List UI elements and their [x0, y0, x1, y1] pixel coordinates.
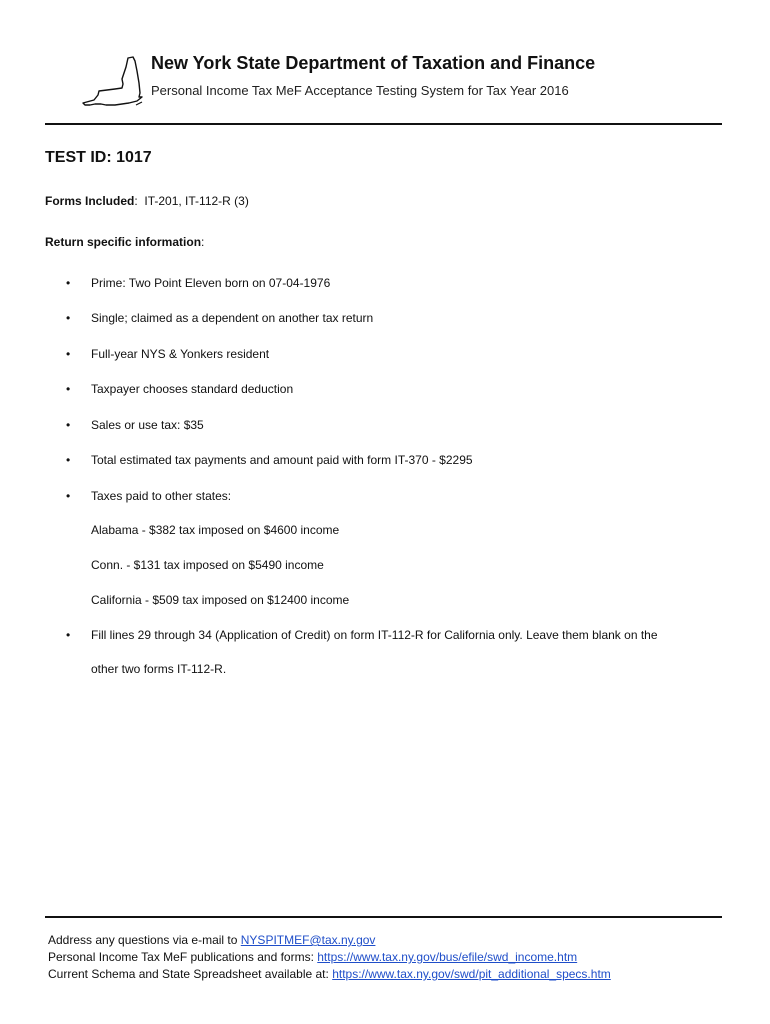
list-item: Prime: Two Point Eleven born on 07-04-1976: [91, 276, 331, 290]
footer-publications-line: [48, 949, 611, 966]
state-tax-line: Alabama - $382 tax imposed on $4600 income: [91, 523, 340, 537]
state-tax-line: California - $509 tax imposed on $12400 income: [91, 593, 350, 607]
new-york-state-outline-icon: [82, 56, 144, 108]
bullet-icon: •: [66, 418, 71, 432]
footer-schema-line: [48, 966, 611, 983]
publications-link[interactable]: https://www.tax.ny.gov/bus/efile/swd_income.htm: [317, 950, 578, 964]
bullet-icon: •: [66, 276, 71, 290]
document-subtitle: Personal Income Tax MeF Acceptance Testing System for Tax Year 2016: [151, 83, 569, 98]
bullet-icon: •: [66, 311, 71, 325]
forms-included-value: IT-201, IT-112-R (3): [144, 194, 249, 208]
return-info-heading: [45, 235, 204, 249]
schema-link[interactable]: https://www.tax.ny.gov/swd/pit_additional_specs.htm: [332, 967, 611, 981]
footer: [48, 932, 611, 983]
footer-contact-line: [48, 932, 611, 949]
bullet-icon: •: [66, 628, 71, 642]
final-instruction-line-2: other two forms IT-112-R.: [91, 662, 227, 676]
forms-included-label: Forms Included: [45, 194, 135, 208]
list-item: Taxes paid to other states:: [91, 489, 232, 503]
return-info-label: Return specific information: [45, 235, 202, 249]
list-item: Sales or use tax: $35: [91, 418, 204, 432]
footer-schema-text: Current Schema and State Spreadsheet available at:: [48, 967, 333, 981]
list-item: Full-year NYS & Yonkers resident: [91, 347, 270, 361]
bullet-icon: •: [66, 453, 71, 467]
bullet-icon: •: [66, 489, 71, 503]
bullet-icon: •: [66, 382, 71, 396]
list-item: Single; claimed as a dependent on another tax return: [91, 311, 374, 325]
email-link[interactable]: NYSPITMEF@tax.ny.gov: [240, 933, 376, 947]
state-tax-line: Conn. - $131 tax imposed on $5490 income: [91, 558, 324, 572]
footer-divider: [45, 916, 722, 918]
header-divider: [45, 123, 722, 125]
return-info-separator: :: [201, 235, 205, 249]
forms-included-separator: :: [134, 194, 138, 208]
footer-contact-text: Address any questions via e-mail to: [48, 933, 241, 947]
footer-publications-text: Personal Income Tax MeF publications and forms:: [48, 950, 318, 964]
list-item: Total estimated tax payments and amount paid with form IT-370 - $2295: [91, 453, 473, 467]
list-item: Taxpayer chooses standard deduction: [91, 382, 294, 396]
final-instruction-line-1: Fill lines 29 through 34 (Application of Credit) on form IT-112-R for California only. Leave them blank on the: [91, 628, 658, 642]
bullet-icon: •: [66, 347, 71, 361]
document-title: New York State Department of Taxation and Finance: [151, 53, 596, 73]
forms-included-line: [45, 194, 249, 208]
test-id-heading: TEST ID: 1017: [45, 149, 152, 166]
